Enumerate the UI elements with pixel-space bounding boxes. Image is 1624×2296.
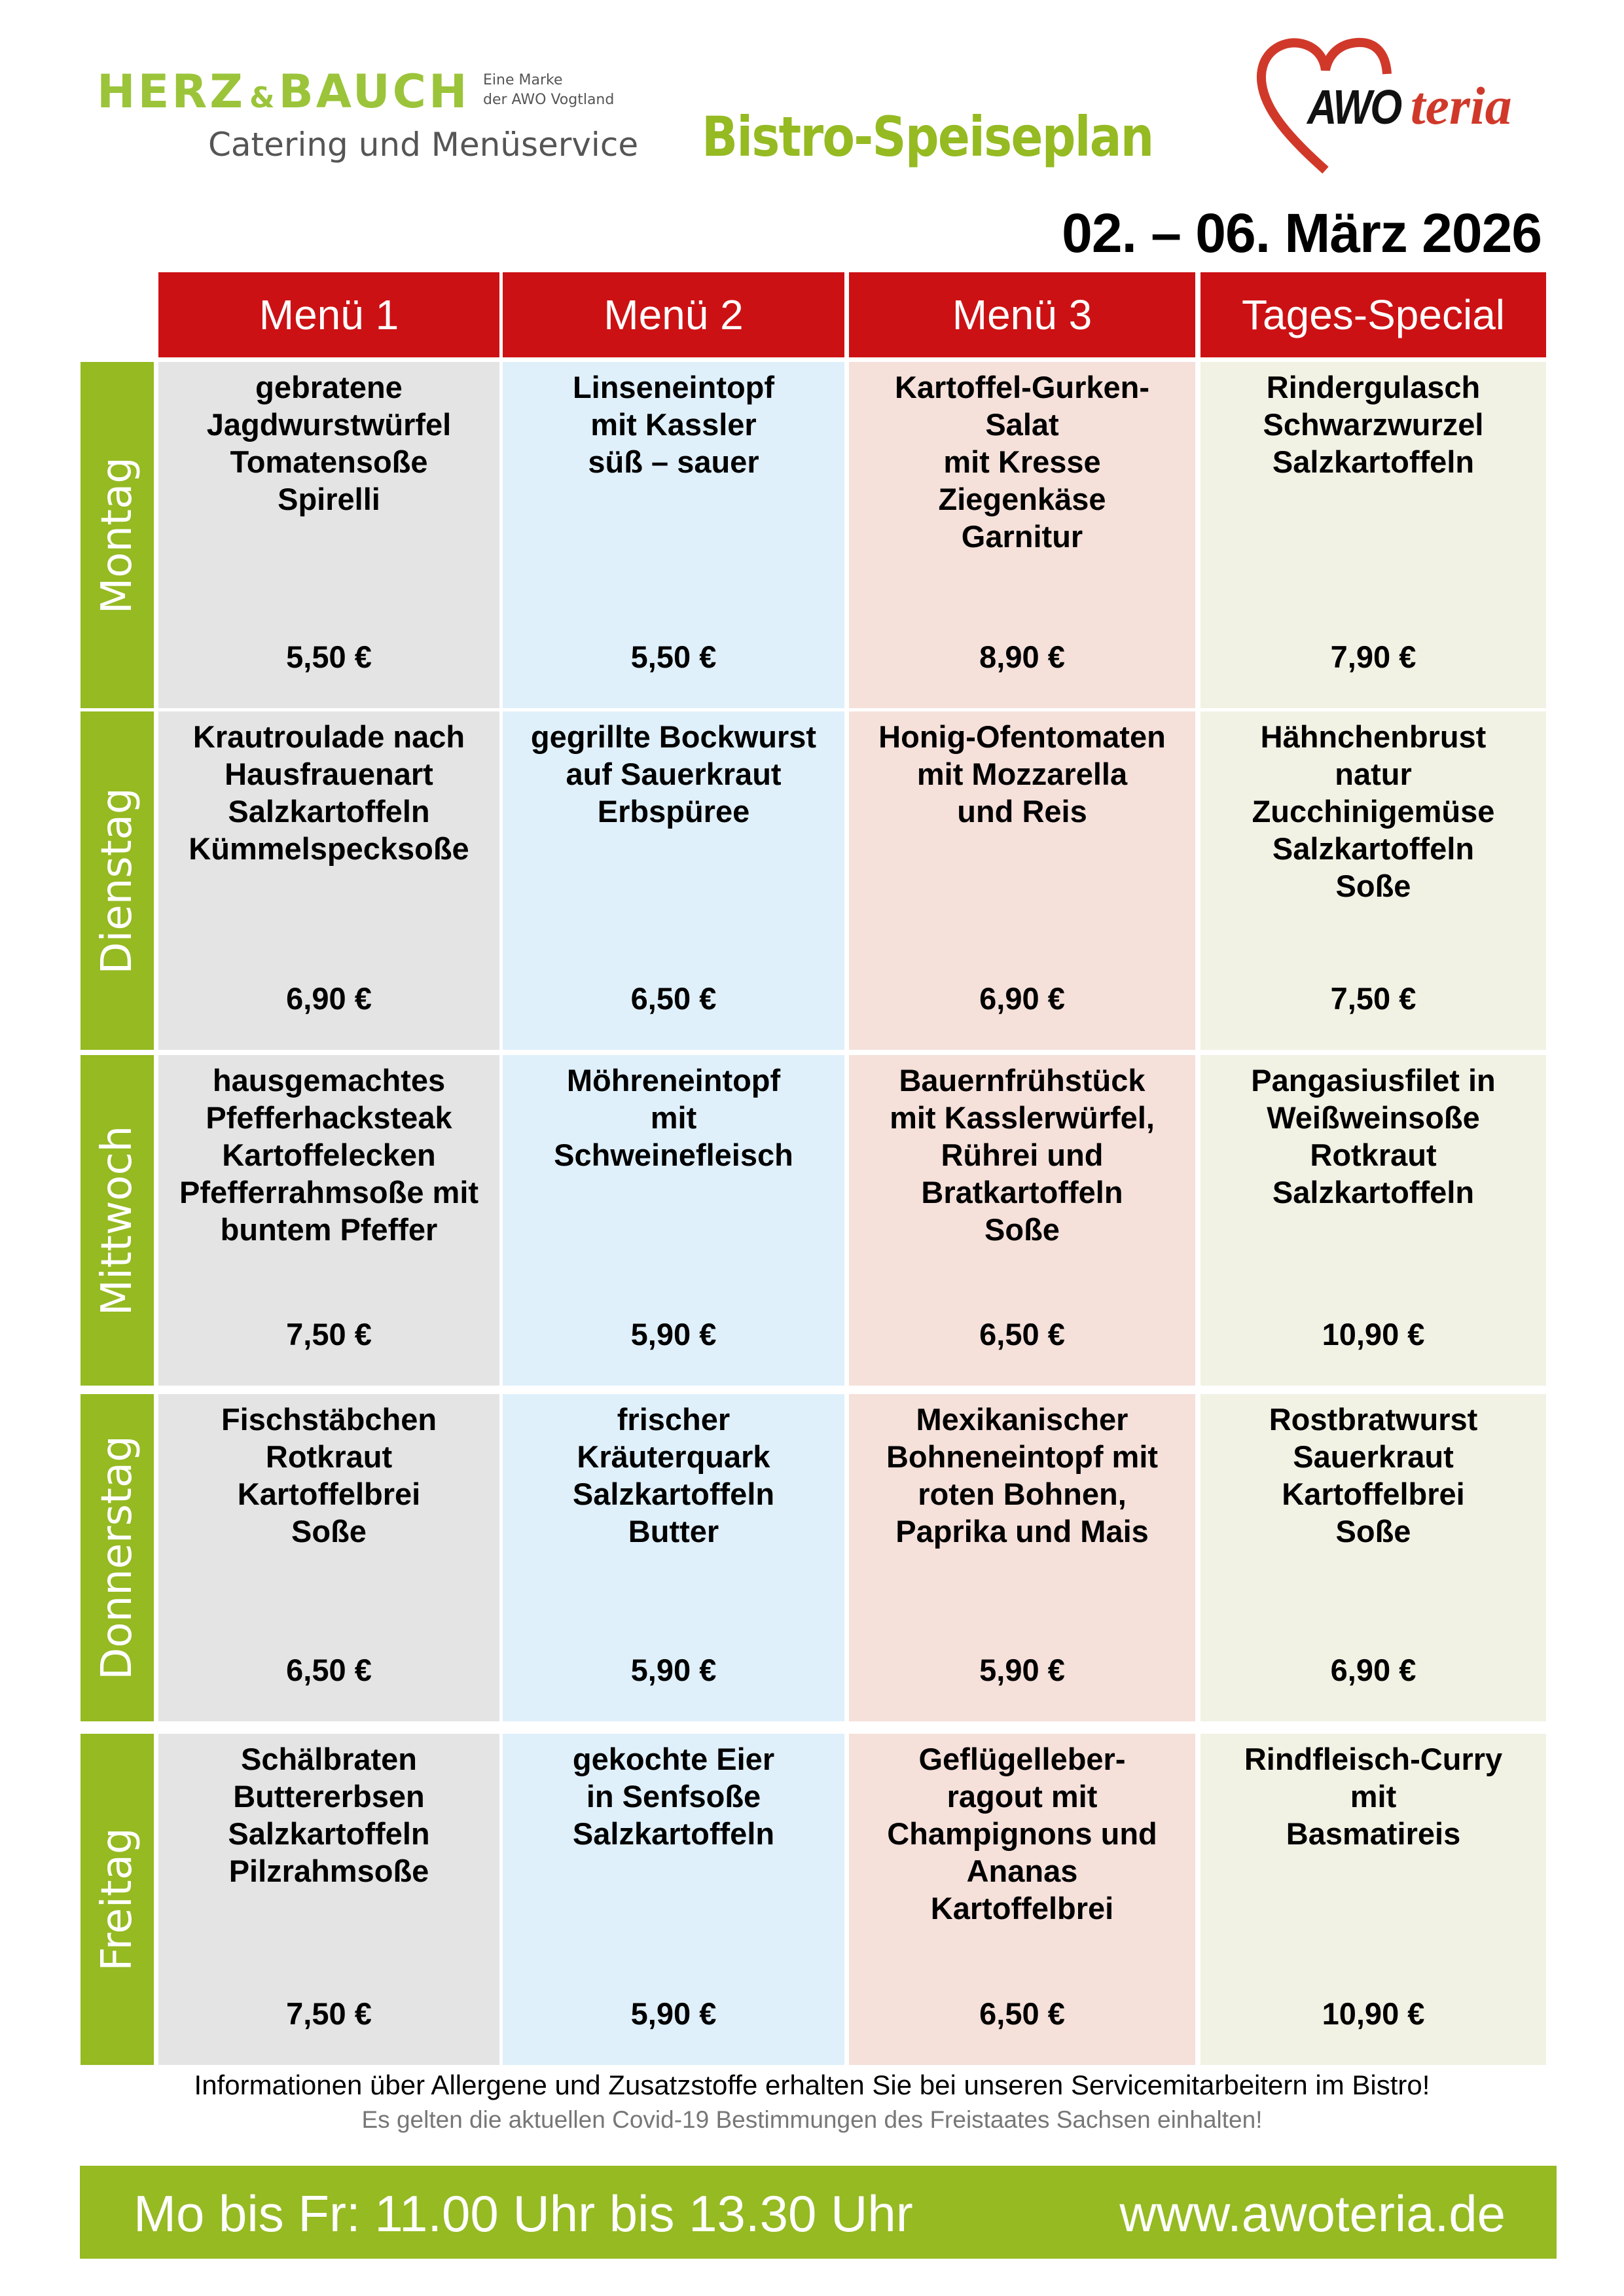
menu-cell [849, 1734, 1195, 2065]
dish-line: Schweinefleisch [554, 1138, 793, 1172]
brand-part1: HERZ [97, 65, 246, 118]
dish-line: mit Kresse [943, 444, 1101, 479]
day-name: Freitag [93, 1827, 141, 1971]
dish-line: Rostbratwurst [1269, 1402, 1478, 1437]
dish-line: Schwarzwurzel [1263, 407, 1484, 442]
dish-line: Salat [985, 407, 1059, 442]
dish-line: Honig-Ofentomaten [878, 719, 1166, 754]
dish-line: gegrillte Bockwurst [530, 719, 817, 754]
price: 7,50 € [286, 1317, 372, 1352]
brand-subtitle: Catering und Menüservice [208, 126, 639, 164]
dish-line: Mexikanischer [916, 1402, 1128, 1437]
dish-line: in Senfsoße [586, 1779, 761, 1814]
awoteria-wordmark [1307, 75, 1512, 137]
dish-line: mit [1350, 1779, 1397, 1814]
day-label-freitag [81, 1734, 154, 2065]
price: 5,90 € [630, 1996, 717, 2031]
dish-description [158, 1062, 499, 1248]
dish-description [849, 368, 1195, 555]
price: 6,50 € [979, 1996, 1065, 2031]
price: 6,90 € [1330, 1653, 1416, 1687]
menu-cell [503, 1055, 844, 1386]
price: 6,50 € [979, 1317, 1065, 1352]
dish-description [158, 1740, 499, 1890]
menu-cell [1200, 362, 1546, 708]
dish-line: Ananas [966, 1854, 1078, 1888]
price: 6,50 € [630, 981, 717, 1016]
dish-line: Bratkartoffeln [921, 1175, 1123, 1210]
menu-cell [849, 1394, 1195, 1721]
dish-line: Kartoffelbrei [930, 1891, 1114, 1926]
dish-line: Salzkartoffeln [572, 1816, 775, 1851]
column-header-menu1: Menü 1 [158, 272, 499, 357]
tagline-line2: der AWO Vogtland [483, 92, 615, 108]
dish-line: Weißweinsoße [1267, 1100, 1480, 1135]
dish-line: süß – sauer [588, 444, 759, 479]
dish-line: Champignons und [887, 1816, 1157, 1851]
dish-line: Salzkartoffeln [1272, 1175, 1475, 1210]
dish-description [1200, 368, 1546, 480]
dish-line: Basmatireis [1286, 1816, 1461, 1851]
dish-line: Möhreneintopf [566, 1063, 781, 1098]
dish-description [503, 1740, 844, 1852]
dish-line: Soße [291, 1514, 367, 1549]
price: 10,90 € [1322, 1317, 1425, 1352]
price: 7,50 € [1330, 981, 1416, 1016]
dish-line: Salzkartoffeln [1272, 444, 1475, 479]
day-name: Montag [93, 456, 141, 614]
brand-tagline [483, 71, 614, 110]
dish-description [849, 718, 1195, 830]
day-label-montag [81, 362, 154, 708]
price: 10,90 € [1322, 1996, 1425, 2031]
price: 5,90 € [630, 1317, 717, 1352]
price: 6,90 € [286, 981, 372, 1016]
dish-line: Pfefferhacksteak [206, 1100, 452, 1135]
dish-line: natur [1335, 757, 1412, 791]
menu-cell [1200, 1055, 1546, 1386]
herz-bauch-wordmark [97, 65, 470, 124]
menu-cell [849, 1055, 1195, 1386]
dish-line: ragout mit [947, 1779, 1098, 1814]
menu-cell [1200, 1734, 1546, 2065]
dish-line: Hausfrauenart [225, 757, 433, 791]
dish-description [849, 1740, 1195, 1927]
price: 5,50 € [286, 639, 372, 674]
dish-description [503, 1401, 844, 1550]
dish-description [1200, 718, 1546, 905]
dish-line: Hähnchenbrust [1260, 719, 1487, 754]
dish-line: Kartoffelbrei [237, 1477, 421, 1511]
menu-cell [503, 1734, 844, 2065]
footer-bar [80, 2166, 1557, 2259]
dish-description [849, 1401, 1195, 1550]
dish-line: gebratene [255, 370, 403, 404]
dish-line: Jagdwurstwürfel [206, 407, 452, 442]
day-label-donnerstag [81, 1394, 154, 1721]
dish-line: Geflügelleber- [918, 1742, 1126, 1776]
dish-line: Zucchinigemüse [1252, 794, 1495, 829]
price: 5,50 € [630, 639, 717, 674]
menu-cell [503, 711, 844, 1050]
menu-cell [158, 362, 499, 708]
page-title: Bistro-Speiseplan [702, 105, 1153, 169]
dish-line: frischer [617, 1402, 731, 1437]
dish-line: Pfefferrahmsoße mit [179, 1175, 479, 1210]
awoteria-logo [1247, 36, 1561, 173]
brand-amp: & [249, 81, 275, 115]
dish-line: Buttererbsen [233, 1779, 425, 1814]
day-label-dienstag [81, 711, 154, 1050]
brand-part2: BAUCH [278, 65, 470, 118]
dish-line: Kümmelspecksoße [189, 831, 469, 866]
dish-line: auf Sauerkraut [566, 757, 782, 791]
dish-line: Kartoffel-Gurken- [894, 370, 1150, 404]
dish-line: Salzkartoffeln [228, 794, 430, 829]
menu-cell [158, 711, 499, 1050]
dish-description [503, 1062, 844, 1174]
dish-line: Rotkraut [265, 1439, 393, 1474]
dish-line: und Reis [957, 794, 1087, 829]
menu-cell [1200, 1394, 1546, 1721]
dish-line: Kartoffelbrei [1282, 1477, 1465, 1511]
dish-line: Fischstäbchen [221, 1402, 437, 1437]
dish-line: Paprika und Mais [895, 1514, 1149, 1549]
day-name: Donnerstag [93, 1435, 141, 1680]
allergen-note: Informationen über Allergene und Zusatzstoffe erhalten Sie bei unseren Servicemitarbeitern im Bistro! [194, 2070, 1430, 2100]
menu-cell [849, 711, 1195, 1050]
dish-line: Soße [984, 1212, 1060, 1247]
dish-description [1200, 1740, 1546, 1852]
dish-line: mit Mozzarella [916, 757, 1128, 791]
dish-line: Schälbraten [240, 1742, 418, 1776]
dish-line: Sauerkraut [1293, 1439, 1454, 1474]
menu-cell [158, 1734, 499, 2065]
dish-line: Bohneneintopf mit [886, 1439, 1159, 1474]
dish-line: Pangasiusfilet in [1251, 1063, 1496, 1098]
day-label-mittwoch [81, 1055, 154, 1386]
dish-description [503, 368, 844, 480]
dish-line: Linseneintopf [572, 370, 775, 404]
dish-line: Butter [628, 1514, 719, 1549]
dish-line: Garnitur [961, 519, 1083, 554]
day-name: Dienstag [93, 787, 141, 975]
dish-description [1200, 1062, 1546, 1211]
teria-text: teria [1410, 76, 1512, 135]
dish-line: Soße [1335, 1514, 1411, 1549]
dish-line: Erbspüree [597, 794, 750, 829]
menu-cell [503, 362, 844, 708]
dish-line: mit [650, 1100, 697, 1135]
opening-hours: Mo bis Fr: 11.00 Uhr bis 13.30 Uhr [134, 2185, 913, 2242]
price: 5,90 € [630, 1653, 717, 1687]
price: 6,50 € [286, 1653, 372, 1687]
price: 6,90 € [979, 981, 1065, 1016]
dish-description [849, 1062, 1195, 1248]
dish-description [158, 1401, 499, 1550]
dish-line: Salzkartoffeln [1272, 831, 1475, 866]
menu-cell [503, 1394, 844, 1721]
dish-line: roten Bohnen, [918, 1477, 1127, 1511]
dish-line: mit Kassler [590, 407, 757, 442]
price: 7,90 € [1330, 639, 1416, 674]
dish-line: Tomatensoße [230, 444, 428, 479]
column-header-menu2: Menü 2 [503, 272, 844, 357]
column-header-special: Tages-Special [1200, 272, 1546, 357]
dish-line: Rührei und [941, 1138, 1104, 1172]
awo-text: AWO [1307, 80, 1401, 134]
website-link[interactable]: www.awoteria.de [1119, 2185, 1506, 2242]
dish-description [503, 718, 844, 830]
dish-line: mit Kasslerwürfel, [890, 1100, 1155, 1135]
dish-line: Soße [1335, 869, 1411, 903]
menu-cell [849, 362, 1195, 708]
dish-line: Salzkartoffeln [572, 1477, 775, 1511]
price: 8,90 € [979, 639, 1065, 674]
price: 5,90 € [979, 1653, 1065, 1687]
dish-line: Pilzrahmsoße [228, 1854, 429, 1888]
tagline-line1: Eine Marke [483, 72, 563, 88]
dish-line: Spirelli [278, 482, 380, 516]
dish-description [158, 718, 499, 867]
column-header-menu3: Menü 3 [849, 272, 1195, 357]
covid-note: Es gelten die aktuellen Covid-19 Bestimmungen des Freistaates Sachsen einhalten! [361, 2106, 1263, 2133]
menu-cell [158, 1394, 499, 1721]
dish-line: Kräuterquark [577, 1439, 770, 1474]
dish-description [158, 368, 499, 518]
dish-line: Bauernfrühstück [899, 1063, 1146, 1098]
dish-line: hausgemachtes [212, 1063, 446, 1098]
dish-line: Rindergulasch [1266, 370, 1481, 404]
menu-cell [1200, 711, 1546, 1050]
dish-description [1200, 1401, 1546, 1550]
menu-cell [158, 1055, 499, 1386]
dish-line: Ziegenkäse [938, 482, 1106, 516]
dish-line: Rindfleisch-Curry [1244, 1742, 1503, 1776]
dish-line: Kartoffelecken [222, 1138, 436, 1172]
dish-line: Rotkraut [1310, 1138, 1437, 1172]
dish-line: Krautroulade nach [192, 719, 465, 754]
dish-line: gekochte Eier [572, 1742, 775, 1776]
date-range: 02. – 06. März 2026 [1062, 202, 1542, 264]
price: 7,50 € [286, 1996, 372, 2031]
dish-line: buntem Pfeffer [220, 1212, 438, 1247]
day-name: Mittwoch [93, 1125, 141, 1316]
dish-line: Salzkartoffeln [228, 1816, 430, 1851]
